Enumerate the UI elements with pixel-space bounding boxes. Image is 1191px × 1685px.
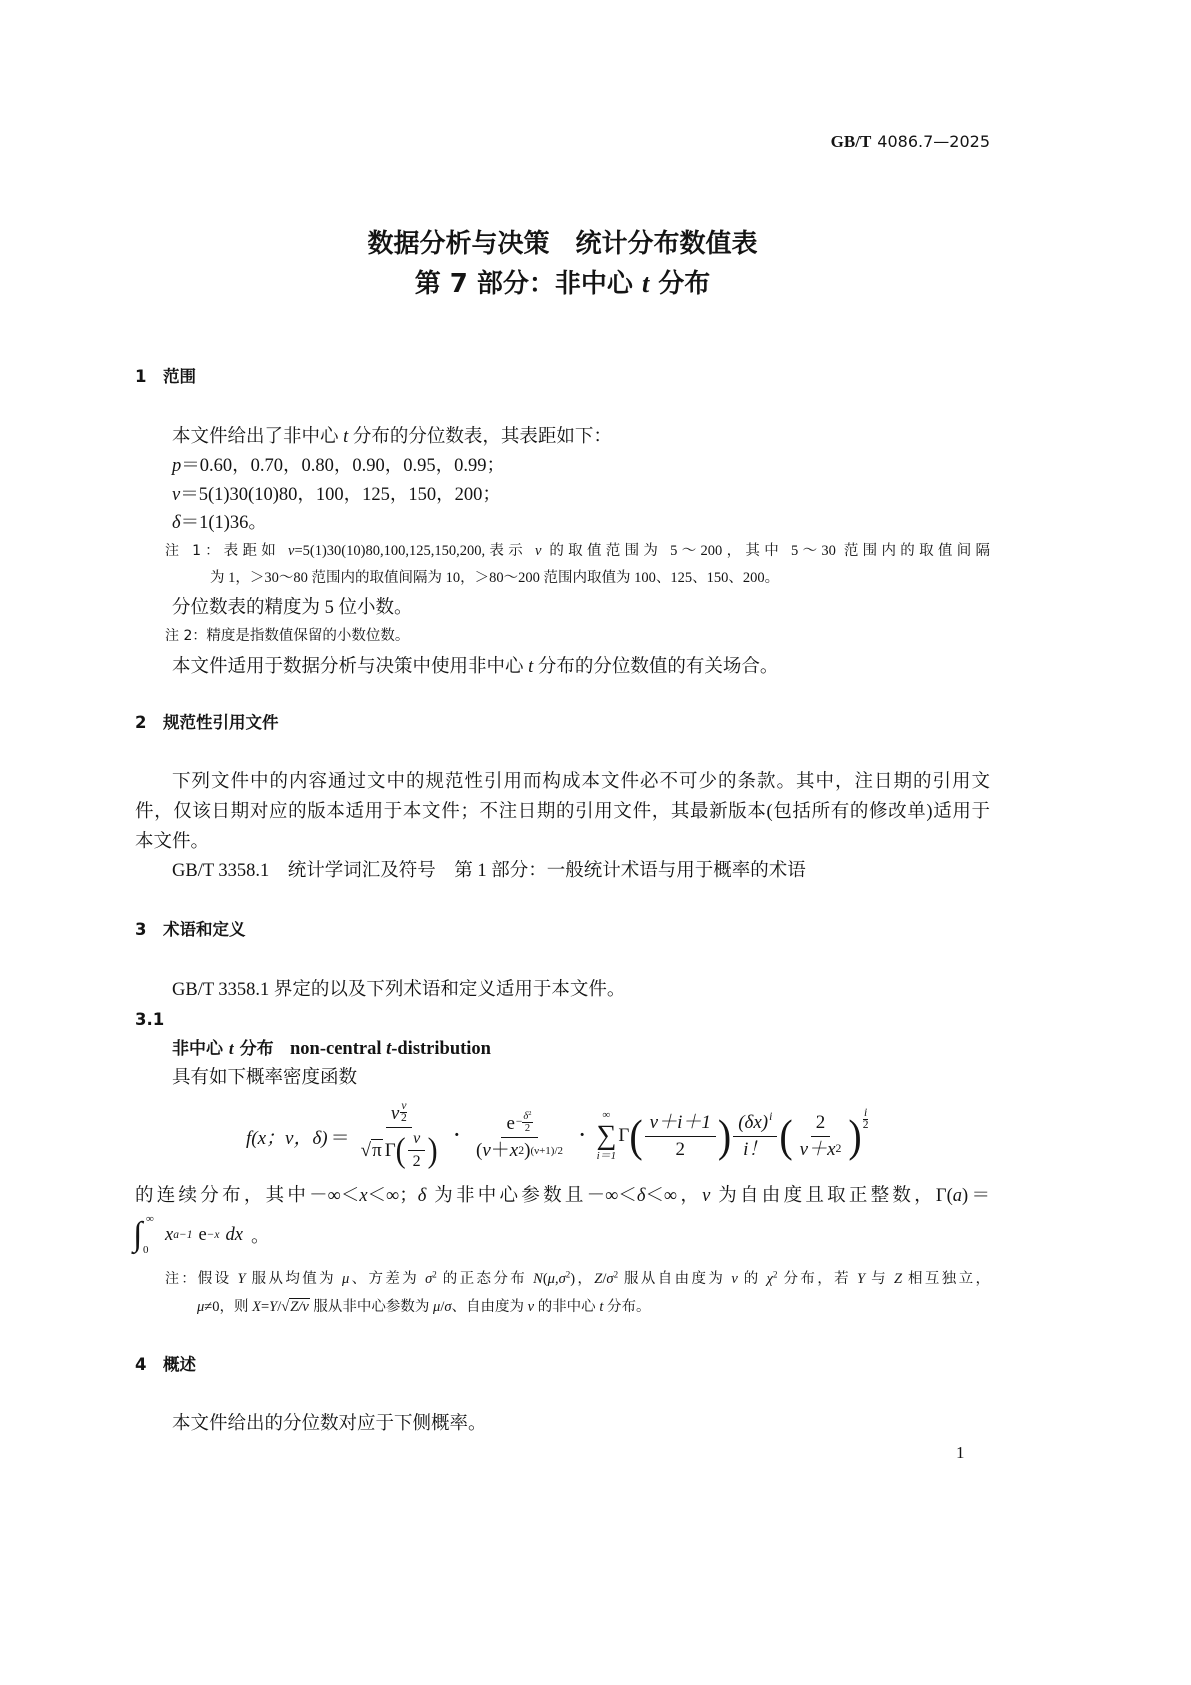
square-exponent: 2 bbox=[432, 1269, 437, 1280]
text-segment: 为自由度且取正整数，Γ( bbox=[710, 1186, 953, 1206]
section-3-title: 术语和定义 bbox=[163, 920, 246, 939]
section-3-number: 3 bbox=[135, 920, 147, 939]
text-segment: 分布 bbox=[233, 1039, 274, 1059]
degrees-of-freedom-values bbox=[172, 483, 501, 507]
fraction-1 bbox=[356, 1101, 443, 1172]
text-segment: 、方差为 bbox=[349, 1271, 426, 1287]
math-variable: δ bbox=[523, 1110, 529, 1122]
power-term-numerator bbox=[733, 1112, 777, 1137]
note-3-1-line-2 bbox=[197, 1297, 650, 1317]
standard-prefix: GB/T bbox=[830, 132, 872, 151]
text-segment: non-central bbox=[290, 1039, 387, 1059]
summation-sign: ∑ bbox=[596, 1120, 617, 1152]
left-paren: ( bbox=[476, 1139, 483, 1161]
text-segment: 第 7 部分：非中心 bbox=[414, 269, 642, 299]
math-variable: t bbox=[528, 657, 534, 677]
math-variable: Y bbox=[857, 1271, 866, 1287]
math-variable: t bbox=[228, 1039, 234, 1058]
differential: dx bbox=[225, 1224, 243, 1245]
inner-numerator: ν bbox=[408, 1130, 425, 1151]
text-segment: , bbox=[554, 1271, 559, 1287]
normative-references-paragraph-line-3: 本文件。 bbox=[135, 832, 210, 852]
definition-text: 具有如下概率密度函数 bbox=[172, 1068, 358, 1088]
text-segment: / bbox=[602, 1271, 607, 1287]
gamma-fraction bbox=[645, 1112, 716, 1161]
equals-sign: ＝ bbox=[330, 1127, 350, 1149]
euler-e: e bbox=[506, 1112, 515, 1134]
fraction-2 bbox=[471, 1111, 568, 1162]
ratio-fraction bbox=[795, 1112, 847, 1161]
text-segment: 、自由度为 bbox=[451, 1299, 528, 1315]
math-variable: ν bbox=[482, 1139, 491, 1161]
text-segment: ( bbox=[542, 1271, 548, 1287]
exponent-denominator: 2 bbox=[524, 1123, 531, 1135]
probability-density-formula bbox=[246, 1092, 868, 1180]
left-paren: ( bbox=[779, 1109, 793, 1162]
note-3-1-line-1 bbox=[165, 1269, 990, 1289]
integral-lower-limit: 0 bbox=[143, 1244, 149, 1256]
section-1-title: 范围 bbox=[163, 367, 196, 386]
gamma-numerator: ν＋i＋1 bbox=[645, 1112, 716, 1137]
text-segment: 分布的分位数表，其表距如下： bbox=[348, 427, 612, 447]
sqrt-sign: √ bbox=[281, 1299, 290, 1315]
math-expression: ν＋x bbox=[799, 1138, 836, 1160]
document-title-line-1: 数据分析与决策 统计分布数值表 bbox=[367, 229, 758, 259]
math-variable: ν bbox=[731, 1271, 738, 1287]
ratio-denominator: ν＋x 2 bbox=[799, 1138, 842, 1160]
sqrt-sign: √ bbox=[360, 1139, 372, 1161]
gamma-denominator: 2 bbox=[675, 1138, 685, 1160]
term-chinese bbox=[172, 1037, 274, 1061]
text-segment: 服从均值为 bbox=[245, 1271, 342, 1287]
power-term-fraction bbox=[733, 1112, 777, 1161]
section-4-title: 概述 bbox=[163, 1355, 196, 1374]
term-english bbox=[290, 1037, 491, 1061]
math-variable: σ bbox=[444, 1299, 452, 1315]
exponent-denominator: 2 bbox=[401, 1112, 407, 1125]
square-exponent: 2 bbox=[613, 1269, 619, 1280]
math-variable: Y bbox=[269, 1299, 278, 1315]
multiplication-dot: · bbox=[453, 1125, 461, 1146]
integral-upper-limit: ∞ bbox=[146, 1213, 154, 1225]
gamma-symbol: Γ bbox=[618, 1125, 630, 1146]
math-variable: ν bbox=[172, 485, 181, 505]
text-segment: ＝0.60，0.70，0.80，0.90，0.95，0.99； bbox=[181, 456, 506, 476]
fraction-1-denominator bbox=[356, 1128, 443, 1172]
pi-symbol: π bbox=[372, 1140, 382, 1162]
text-segment: ≠0，则 bbox=[204, 1299, 253, 1315]
math-variable: N bbox=[533, 1271, 543, 1287]
text-segment: 相互独立， bbox=[902, 1271, 991, 1287]
text-segment: ＜∞， bbox=[645, 1186, 703, 1206]
math-variable: μ bbox=[547, 1271, 555, 1287]
text-segment: )＝ bbox=[962, 1186, 990, 1206]
gamma-integral: ∫ ∞ 0 x a−1 e −x dx 。 bbox=[133, 1213, 270, 1256]
text-segment: / bbox=[277, 1299, 282, 1315]
math-expression: (δx) bbox=[738, 1111, 769, 1133]
note-label: 注 1： bbox=[165, 543, 224, 559]
exponent-numerator bbox=[522, 1111, 532, 1124]
multiplication-dot: · bbox=[579, 1125, 586, 1146]
section-4-number: 4 bbox=[135, 1355, 147, 1374]
ratio-numerator: 2 bbox=[811, 1112, 831, 1137]
text-segment: 的正态分布 bbox=[436, 1271, 534, 1287]
text-segment: 分布，若 bbox=[777, 1271, 858, 1287]
integral-sign bbox=[133, 1213, 159, 1256]
math-variable: Z bbox=[594, 1271, 603, 1287]
integral-symbol: ∫ bbox=[133, 1216, 143, 1253]
text-segment: = bbox=[260, 1299, 270, 1315]
math-variable: ν bbox=[390, 1102, 400, 1124]
applicability-statement bbox=[172, 655, 778, 679]
definition-continuation bbox=[135, 1184, 990, 1208]
note-label: 注： bbox=[165, 1271, 198, 1287]
text-segment: 分布 bbox=[649, 269, 711, 299]
standard-code bbox=[831, 131, 990, 153]
text-segment: 的非中心 bbox=[534, 1299, 600, 1315]
text-segment: )， bbox=[570, 1271, 595, 1287]
text-segment: 本文件适用于数据分析与决策中使用非中心 bbox=[172, 657, 529, 677]
text-segment: 分布的分位数值的有关场合。 bbox=[533, 657, 779, 677]
text-segment: 的 bbox=[737, 1271, 767, 1287]
section-2-number: 2 bbox=[135, 713, 147, 732]
math-variable: t bbox=[599, 1299, 604, 1315]
text-segment: 为非中心参数且－∞＜ bbox=[426, 1186, 637, 1206]
fraction-2-denominator: ( ν ＋ x 2 ) (ν+1)/2 bbox=[476, 1139, 564, 1161]
text-segment: 服从自由度为 bbox=[618, 1271, 732, 1287]
math-variable: p bbox=[172, 456, 182, 476]
text-segment: 表距如 bbox=[223, 543, 289, 559]
formula-lhs: f(x；ν，δ) bbox=[246, 1127, 328, 1149]
math-variable: t bbox=[641, 269, 650, 298]
gamma-term bbox=[618, 1109, 732, 1162]
scope-intro bbox=[172, 425, 612, 449]
math-variable: ν bbox=[534, 543, 542, 559]
summation-upper-limit: ∞ bbox=[602, 1109, 611, 1122]
normative-references-paragraph-line-1: 下列文件中的内容通过文中的规范性引用而构成本文件必不可少的条款。其中，注日期的引用文 bbox=[172, 772, 990, 792]
math-variable: x bbox=[509, 1139, 519, 1161]
left-paren: ( bbox=[629, 1109, 643, 1162]
euler-e: e bbox=[198, 1224, 207, 1245]
text-segment: 服从非中心参数为 bbox=[309, 1299, 434, 1315]
overview-text: 本文件给出的分位数对应于下侧概率。 bbox=[172, 1414, 487, 1434]
math-variable: t bbox=[343, 427, 349, 447]
math-variable: δ bbox=[636, 1186, 646, 1206]
math-variable: ν bbox=[288, 543, 295, 559]
normative-references-paragraph-line-2: 件，仅该日期对应的版本适用于本文件；不注日期的引用文件，其最新版本(包括所有的修改单)适用于 bbox=[135, 802, 990, 822]
text-segment: 分布。 bbox=[603, 1299, 651, 1315]
summation bbox=[596, 1110, 616, 1161]
text-segment: 假设 bbox=[197, 1271, 238, 1287]
math-variable: σ bbox=[425, 1271, 433, 1287]
terms-intro: GB/T 3358.1 界定的以及下列术语和定义适用于本文件。 bbox=[172, 980, 626, 1000]
exponent-fraction bbox=[863, 1108, 869, 1132]
text-segment: 的取值范围为 5～200，其中 5～30 范围内的取值间隔 bbox=[541, 543, 991, 559]
right-paren: ) bbox=[848, 1109, 862, 1162]
entry-number: 3.1 bbox=[135, 1010, 165, 1029]
exponent-numerator: ν bbox=[401, 1099, 407, 1112]
ratio-term bbox=[779, 1106, 869, 1162]
text-segment: =5(1)30(10)80,100,125,150,200,表示 bbox=[294, 543, 535, 559]
math-variable: a bbox=[952, 1186, 963, 1206]
minus-sign: − bbox=[515, 1115, 523, 1128]
gamma-symbol: Γ bbox=[384, 1139, 396, 1161]
exponent-fraction bbox=[400, 1101, 407, 1125]
note-1-line-1 bbox=[165, 541, 990, 561]
inner-fraction bbox=[408, 1130, 426, 1172]
math-variable: σ bbox=[606, 1271, 614, 1287]
text-segment: 非中心 bbox=[172, 1039, 229, 1059]
text-segment: 本文件给出了非中心 bbox=[172, 427, 344, 447]
fraction-1-numerator bbox=[386, 1101, 413, 1128]
math-variable: χ bbox=[766, 1271, 774, 1287]
summation-lower-limit: i＝1 bbox=[596, 1149, 617, 1162]
note-1-line-2: 为 1，＞30～80 范围内的取值间隔为 10，＞80～200 范围内取值为 100、125、150、200。 bbox=[210, 570, 780, 586]
math-variable: δ bbox=[172, 513, 181, 533]
probability-values bbox=[172, 454, 505, 478]
page-number: 1 bbox=[956, 1443, 965, 1462]
math-variable: μ bbox=[341, 1271, 350, 1287]
plus-sign: ＋ bbox=[490, 1139, 510, 1161]
section-1-number: 1 bbox=[135, 367, 147, 386]
fraction-2-numerator bbox=[501, 1111, 537, 1138]
square-exponent: 2 bbox=[528, 1109, 532, 1117]
text-segment: ＝1(1)36。 bbox=[180, 513, 267, 533]
inner-denominator: 2 bbox=[412, 1153, 421, 1170]
math-variable: σ bbox=[558, 1271, 566, 1287]
exponent bbox=[516, 1111, 533, 1135]
math-variable: x bbox=[165, 1224, 174, 1245]
math-expression: Z/ν bbox=[290, 1299, 309, 1315]
factorial: i！ bbox=[743, 1138, 768, 1160]
math-variable: μ bbox=[197, 1299, 205, 1315]
standard-number: 4086.7—2025 bbox=[877, 132, 990, 151]
text-segment: -distribution bbox=[391, 1039, 491, 1059]
text-segment: ＝5(1)30(10)80，100，125，150，200； bbox=[180, 485, 501, 505]
full-stop: 。 bbox=[250, 1227, 270, 1247]
math-variable: ν bbox=[527, 1299, 535, 1315]
right-paren: ) bbox=[524, 1139, 531, 1161]
math-variable: X bbox=[252, 1299, 261, 1315]
math-variable: x bbox=[359, 1186, 368, 1206]
right-paren: ) bbox=[427, 1130, 438, 1169]
text-segment: 的连续分布，其中－∞＜ bbox=[135, 1186, 360, 1206]
text-segment: 精度是指数值保留的小数位数。 bbox=[206, 628, 410, 644]
left-paren: ( bbox=[395, 1130, 406, 1169]
math-variable: ν bbox=[702, 1186, 711, 1206]
exponent-fraction bbox=[522, 1111, 532, 1135]
exponent-denominator: 2 bbox=[862, 1119, 869, 1132]
math-variable: μ bbox=[433, 1299, 441, 1315]
reference-entry: GB/T 3358.1 统计学词汇及符号 第 1 部分：一般统计术语与用于概率的术语 bbox=[172, 861, 806, 881]
math-variable: t bbox=[386, 1039, 392, 1059]
math-variable: Y bbox=[237, 1271, 246, 1287]
math-variable: δ bbox=[417, 1186, 427, 1206]
square-exponent: 2 bbox=[565, 1269, 571, 1280]
math-variable: Z bbox=[893, 1271, 903, 1287]
exponent: i bbox=[769, 1110, 773, 1123]
document-title-line-2 bbox=[135, 267, 990, 301]
note-2 bbox=[165, 626, 409, 646]
exponent-numerator: i bbox=[864, 1106, 868, 1119]
precision-statement: 分位数表的精度为 5 位小数。 bbox=[172, 598, 413, 618]
right-paren: ) bbox=[717, 1109, 732, 1162]
text-segment: 与 bbox=[865, 1271, 894, 1287]
text-segment: ＜∞； bbox=[367, 1186, 418, 1206]
note-label: 注 2： bbox=[165, 628, 207, 644]
section-2-title: 规范性引用文件 bbox=[163, 713, 279, 732]
square-exponent: 2 bbox=[773, 1269, 778, 1280]
text-segment: / bbox=[440, 1299, 445, 1315]
noncentrality-values bbox=[172, 511, 267, 535]
